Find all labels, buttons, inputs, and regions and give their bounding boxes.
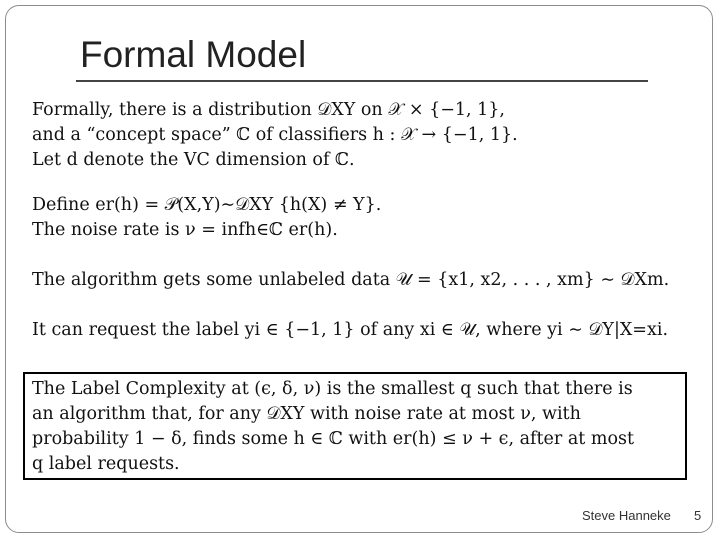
body-line-label-request: It can request the label yi ∈ {−1, 1} of any xi ∈ 𝒰, where yi ∼ 𝒟Y|X=xi. [32, 320, 669, 340]
footer-author: Steve Hanneke [582, 508, 671, 523]
body-line-distribution: Formally, there is a distribution 𝒟XY on 𝒳 × {−1, 1}, [32, 100, 505, 120]
body-line-unlabeled-data: The algorithm gets some unlabeled data 𝒰 = {x1, x2, . . . , xm} ∼ 𝒟Xm. [32, 270, 670, 290]
definition-line: The Label Complexity at (ϵ, δ, ν) is the smallest q such that there is [32, 379, 633, 399]
page-number: 5 [694, 508, 702, 523]
definition-line: an algorithm that, for any 𝒟XY with noise rate at most ν, with [32, 404, 581, 424]
definition-line: probability 1 − δ, finds some h ∈ ℂ with er(h) ≤ ν + ϵ, after at most [32, 429, 634, 449]
body-line-error-definition: Define er(h) = 𝒫(X,Y)∼𝒟XY {h(X) ≠ Y}. [32, 195, 382, 215]
definition-line: q label requests. [32, 454, 180, 474]
label-complexity-definition-box [23, 372, 687, 480]
body-line-vc-dimension: Let d denote the VC dimension of ℂ. [32, 150, 355, 170]
slide-title: Formal Model [80, 34, 307, 75]
body-line-concept-space: and a “concept space” ℂ of classifiers h : 𝒳 → {−1, 1}. [32, 125, 518, 145]
body-line-noise-rate: The noise rate is ν = infh∈ℂ er(h). [32, 220, 338, 240]
slide-body [32, 98, 708, 343]
title-underline [76, 80, 648, 82]
